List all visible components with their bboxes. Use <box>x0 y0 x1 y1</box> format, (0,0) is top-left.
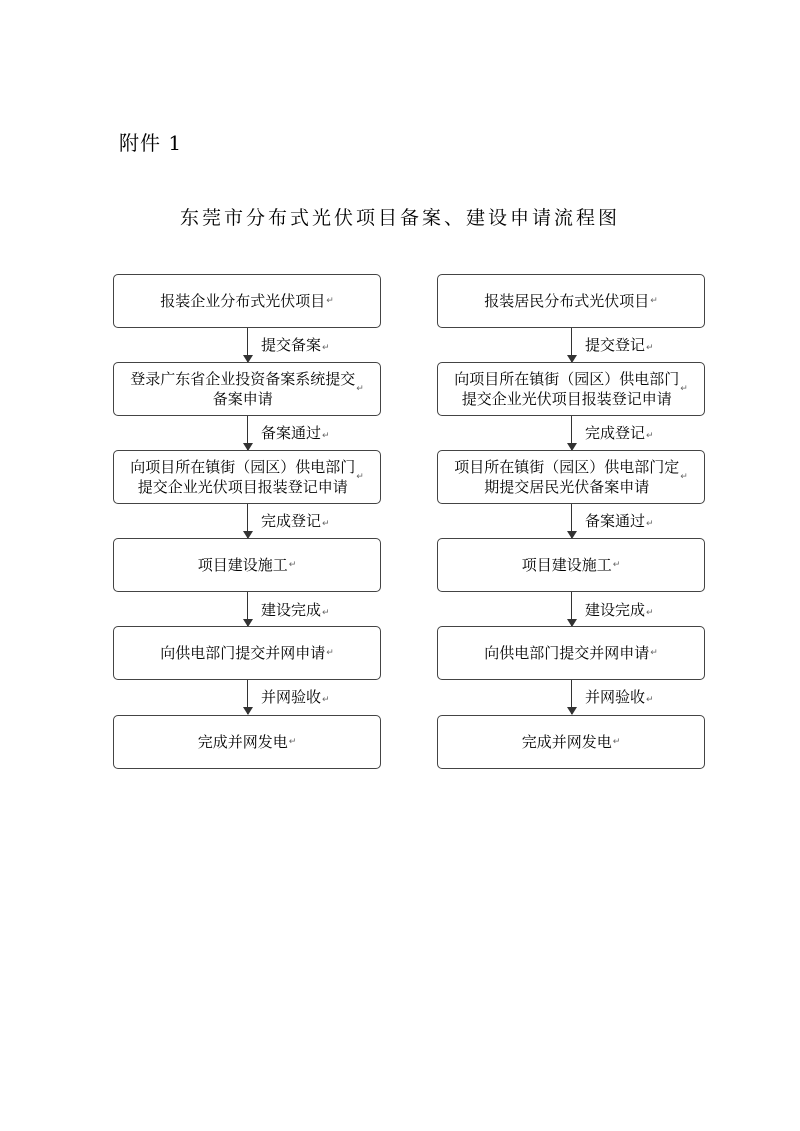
attachment-label: 附件 1 <box>119 131 183 155</box>
return-mark: ↵ <box>612 737 621 747</box>
return-mark: ↵ <box>326 296 334 306</box>
right-step-3: 备案通过↵ <box>585 512 654 530</box>
left-step-3: 完成登记↵ <box>261 512 330 530</box>
left-box-3 <box>113 450 381 504</box>
return-mark: ↵ <box>322 608 330 618</box>
right-step-2: 完成登记↵ <box>585 424 654 442</box>
return-mark: ↵ <box>650 648 658 658</box>
return-mark: ↵ <box>288 737 297 747</box>
left-box-2 <box>113 362 381 416</box>
return-mark: ↵ <box>322 519 330 529</box>
left-step-4: 建设完成↵ <box>261 601 330 619</box>
left-arrow-1 <box>247 328 248 362</box>
left-box-3-text: 向项目所在镇街（园区）供电部门 提交企业光伏项目报装登记申请 <box>130 458 356 496</box>
right-box-2 <box>437 362 705 416</box>
right-arrow-1 <box>571 328 572 362</box>
return-mark: ↵ <box>646 519 654 529</box>
return-mark: ↵ <box>326 648 334 658</box>
return-mark: ↵ <box>612 560 621 570</box>
return-mark: ↵ <box>646 343 654 353</box>
right-box-5-text: 向供电部门提交并网申请 <box>484 644 650 662</box>
left-box-4 <box>113 538 381 592</box>
right-box-4-text: 项目建设施工 <box>521 556 612 574</box>
left-step-1: 提交备案↵ <box>261 336 330 354</box>
left-box-6 <box>113 715 381 769</box>
left-box-5 <box>113 626 381 680</box>
left-box-1-text: 报装企业分布式光伏项目 <box>160 292 326 310</box>
left-box-6-text: 完成并网发电 <box>197 733 288 751</box>
right-box-3-text: 项目所在镇街（园区）供电部门定 期提交居民光伏备案申请 <box>454 458 680 496</box>
return-mark: ↵ <box>646 695 654 705</box>
return-mark: ↵ <box>356 472 364 482</box>
right-arrow-4 <box>571 592 572 626</box>
return-mark: ↵ <box>646 431 654 441</box>
left-arrow-3 <box>247 504 248 538</box>
left-box-2-text: 登录广东省企业投资备案系统提交 备案申请 <box>130 370 356 408</box>
return-mark: ↵ <box>322 343 330 353</box>
return-mark: ↵ <box>680 472 688 482</box>
right-arrow-5 <box>571 680 572 714</box>
left-box-4-text: 项目建设施工 <box>197 556 288 574</box>
right-box-3 <box>437 450 705 504</box>
right-arrow-3 <box>571 504 572 538</box>
return-mark: ↵ <box>650 296 658 306</box>
right-box-6-text: 完成并网发电 <box>521 733 612 751</box>
return-mark: ↵ <box>322 695 330 705</box>
right-box-1 <box>437 274 705 328</box>
right-box-4 <box>437 538 705 592</box>
left-step-2: 备案通过↵ <box>261 424 330 442</box>
right-step-5: 并网验收↵ <box>585 688 654 706</box>
left-step-5: 并网验收↵ <box>261 688 330 706</box>
left-box-1 <box>113 274 381 328</box>
right-box-1-text: 报装居民分布式光伏项目 <box>484 292 650 310</box>
return-mark: ↵ <box>646 608 654 618</box>
right-box-2-text: 向项目所在镇街（园区）供电部门 提交企业光伏项目报装登记申请 <box>454 370 680 408</box>
left-box-5-text: 向供电部门提交并网申请 <box>160 644 326 662</box>
return-mark: ↵ <box>680 384 688 394</box>
left-arrow-2 <box>247 416 248 450</box>
left-arrow-4 <box>247 592 248 626</box>
return-mark: ↵ <box>356 384 364 394</box>
page-title: 东莞市分布式光伏项目备案、建设申请流程图 <box>179 207 620 229</box>
right-box-6 <box>437 715 705 769</box>
left-arrow-5 <box>247 680 248 714</box>
right-box-5 <box>437 626 705 680</box>
return-mark: ↵ <box>288 560 297 570</box>
right-step-1: 提交登记↵ <box>585 336 654 354</box>
return-mark: ↵ <box>322 431 330 441</box>
right-arrow-2 <box>571 416 572 450</box>
right-step-4: 建设完成↵ <box>585 601 654 619</box>
